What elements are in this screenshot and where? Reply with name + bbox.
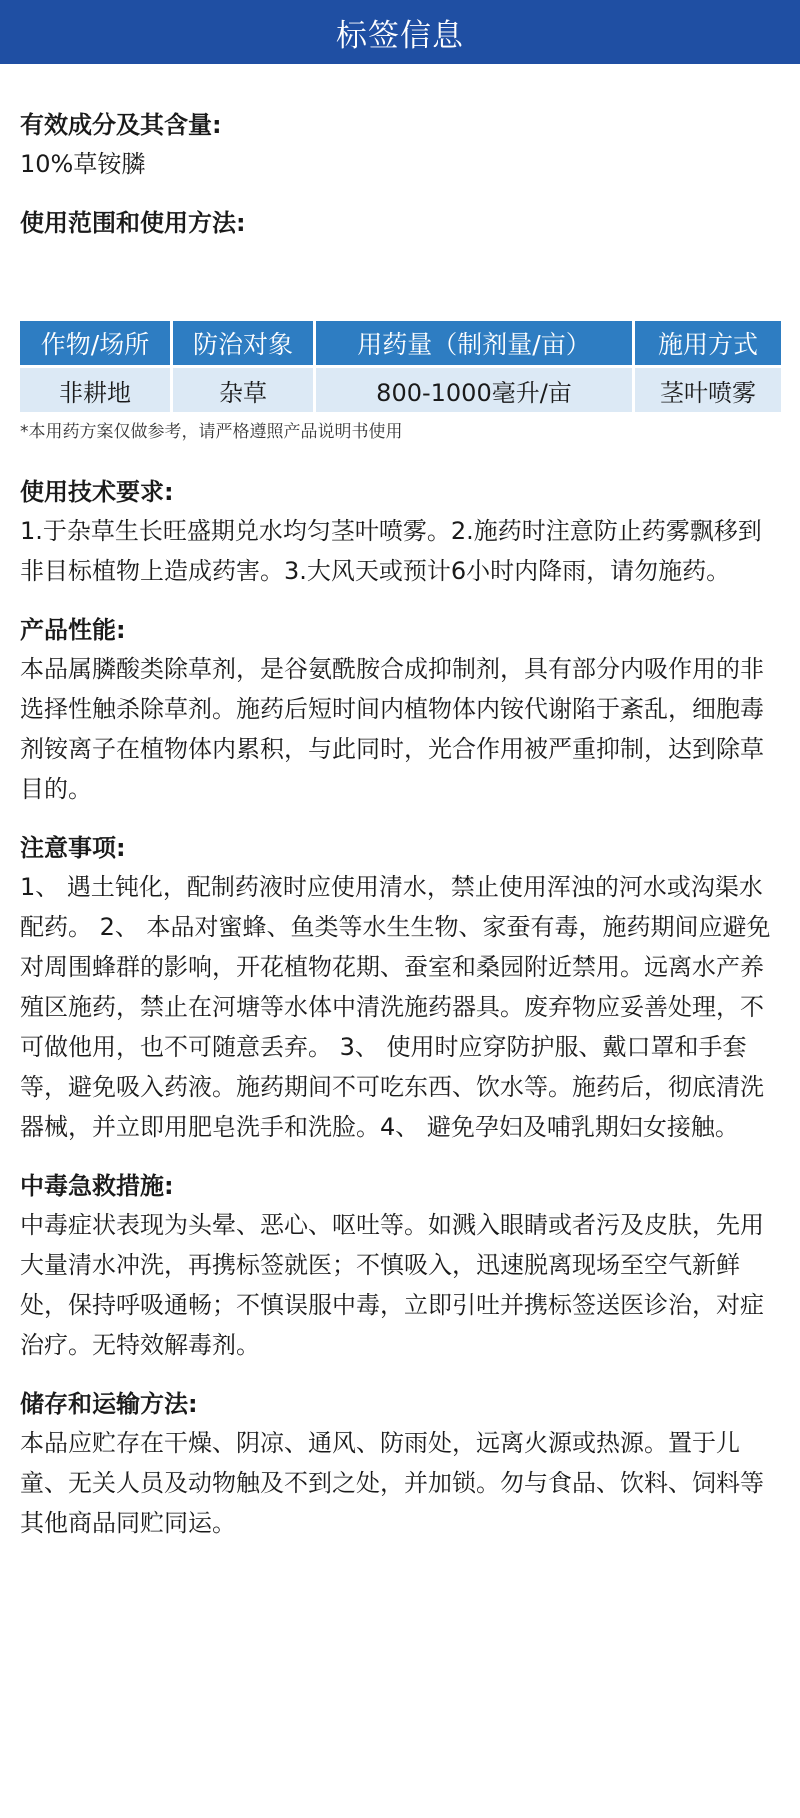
section-title-first-aid: 中毒急救措施: [20,1172,174,1200]
section-body-precautions: 1、 遇土钝化，配制药液时应使用清水，禁止使用浑浊的河水或沟渠水配药。 2、 本品对蜜蜂、鱼类等水生生物、家蚕有毒，施药期间应避免对周围蜂群的影响，开花植物花期、蚕室和桑园附近禁用。远离水产养殖区施药，禁止在河塘等水体中清洗施药器具。废弃物应妥善处理，不可做他用，也不可随意丢弃。 3、 使用时应穿防护服、戴口罩和手套等，避免吸入药液。施药期间不可吃东西、饮水等。施药后，彻底清洗器械，并立即用肥皂洗手和洗脸。4、 避免孕妇及哺乳期妇女接触。 [20,873,771,1141]
section-body-performance: 本品属膦酸类除草剂，是谷氨酰胺合成抑制剂，具有部分内吸作用的非选择性触杀除草剂。施药后短时间内植物体内铵代谢陷于紊乱，细胞毒剂铵离子在植物体内累积，与此同时，光合作用被严重抑制，达到除草目的。 [20,655,764,803]
section-body-storage: 本品应贮存在干燥、阴凉、通风、防雨处，远离火源或热源。置于儿童、无关人员及动物触及不到之处，并加锁。勿与食品、饮料、饲料等其他商品同贮同运。 [20,1429,764,1537]
usage-column-header: 作物/场所 [20,321,170,365]
section-precautions [20,831,776,1147]
usage-cell-dosage: 800-1000毫升/亩 [316,368,632,412]
usage-column-header: 防治对象 [173,321,313,365]
section-storage [20,1387,776,1543]
usage-cell-crop: 非耕地 [20,368,170,412]
usage-cell-target: 杂草 [173,368,313,412]
usage-table-wrapper [20,318,776,415]
section-body-ingredients: 10%草铵膦 [20,150,146,178]
section-performance [20,613,776,809]
section-title-ingredients: 有效成分及其含量: [20,111,222,139]
table-row [20,368,781,412]
usage-table-header-row [20,321,781,365]
section-title-storage: 储存和运输方法: [20,1390,198,1418]
page-header [0,0,800,64]
usage-cell-method: 茎叶喷雾 [635,368,781,412]
page-title: 标签信息 [336,17,464,54]
section-title-performance: 产品性能: [20,616,126,644]
label-content [0,64,800,1543]
usage-footnote: *本用药方案仅做参考，请严格遵照产品说明书使用 [20,422,403,442]
usage-column-header: 施用方式 [635,321,781,365]
section-title-usage: 使用范围和使用方法: [20,209,246,237]
section-title-tech-requirements: 使用技术要求: [20,478,174,506]
section-body-tech-requirements: 1.于杂草生长旺盛期兑水均匀茎叶喷雾。2.施药时注意防止药雾飘移到非目标植物上造成药害。3.大风天或预计6小时内降雨，请勿施药。 [20,517,762,585]
section-usage [20,206,776,447]
usage-column-header: 用药量（制剂量/亩） [316,321,632,365]
section-first-aid [20,1169,776,1365]
section-ingredients [20,108,776,184]
usage-table [17,318,784,415]
section-tech-requirements [20,475,776,591]
section-title-precautions: 注意事项: [20,834,126,862]
section-body-first-aid: 中毒症状表现为头晕、恶心、呕吐等。如溅入眼睛或者污及皮肤，先用大量清水冲洗，再携标签就医；不慎吸入，迅速脱离现场至空气新鲜处，保持呼吸通畅；不慎误服中毒，立即引吐并携标签送医诊治，对症治疗。无特效解毒剂。 [20,1211,764,1359]
